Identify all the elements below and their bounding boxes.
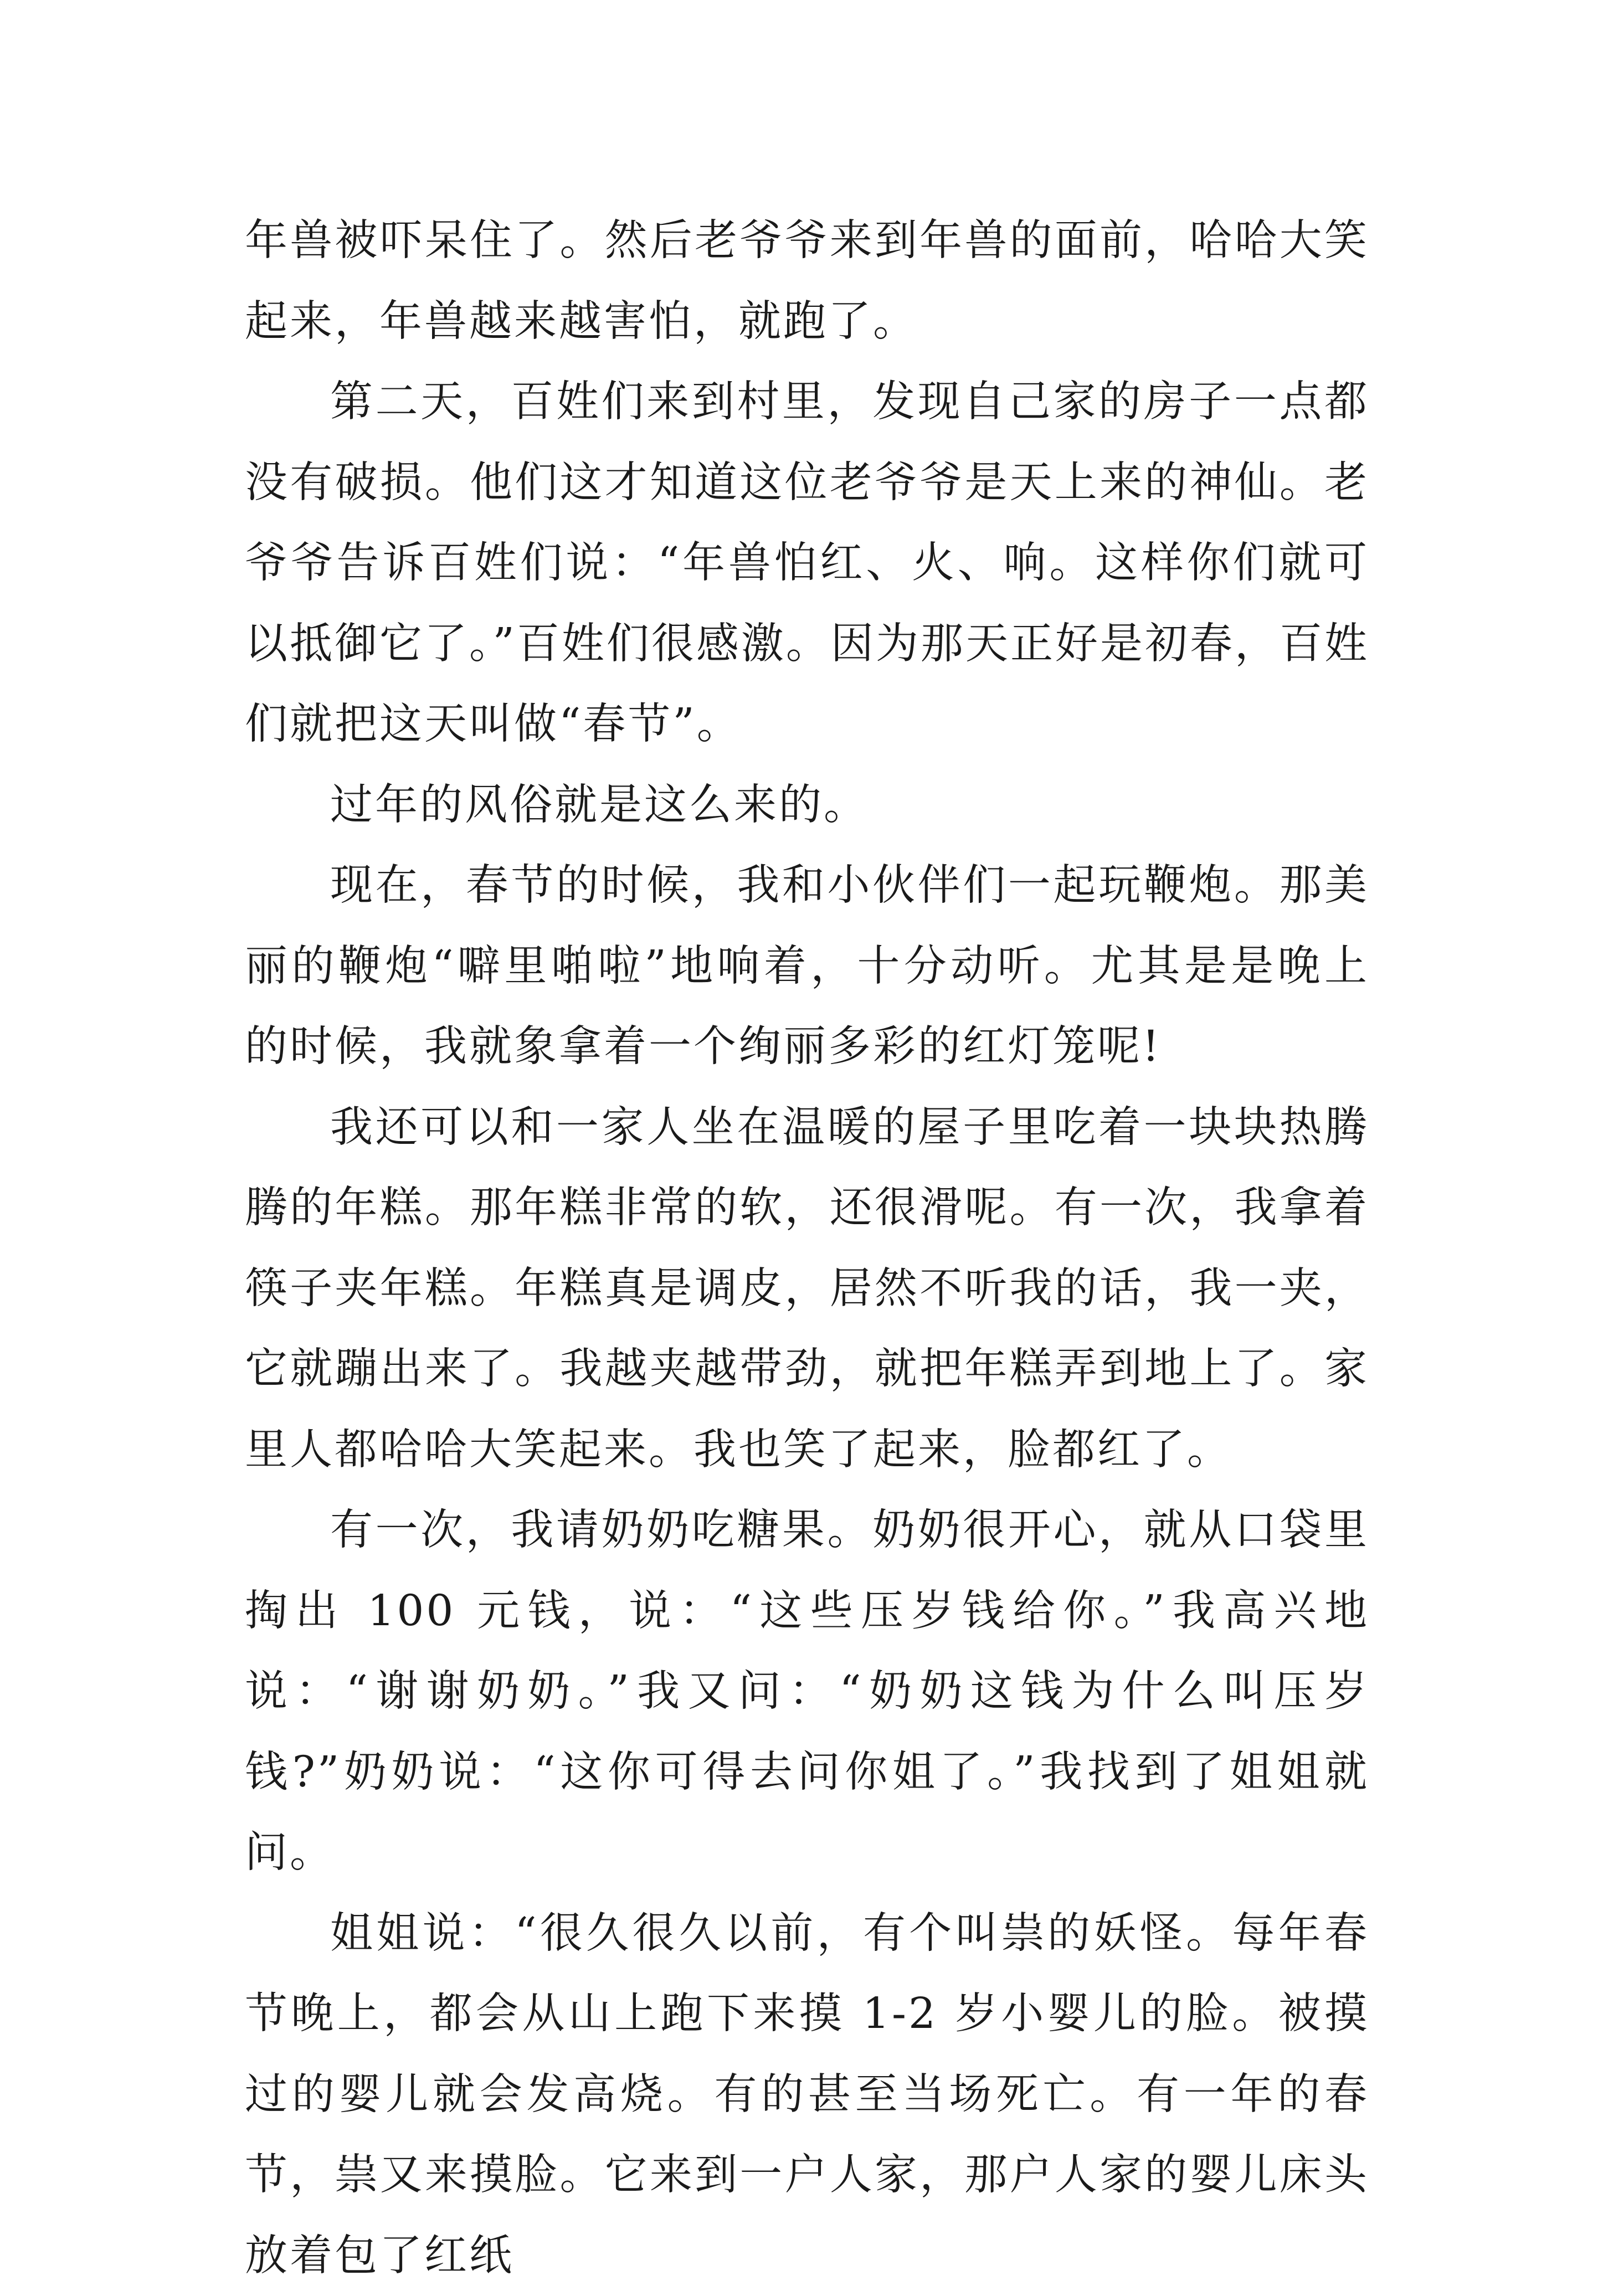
paragraph-7: 姐姐说：“很久很久以前，有个叫祟的妖怪。每年春节晚上，都会从山上跑下来摸 1-2 岁小婴儿的脸。被摸过的婴儿就会发高烧。有的甚至当场死亡。有一年的春节，祟又来摸脸。它来到一户人家，那户人家的婴儿床头放着包了红纸 <box>245 1893 1369 2296</box>
paragraph-2: 第二天，百姓们来到村里，发现自己家的房子一点都没有破损。他们这才知道这位老爷爷是天上来的神仙。老爷爷告诉百姓们说：“年兽怕红、火、响。这样你们就可以抵御它了。”百姓们很感激。因为那天正好是初春，百姓们就把这天叫做“春节”。 <box>245 362 1369 765</box>
paragraph-5: 我还可以和一家人坐在温暖的屋子里吃着一块块热腾腾的年糕。那年糕非常的软，还很滑呢。有一次，我拿着筷子夹年糕。年糕真是调皮，居然不听我的话，我一夹，它就蹦出来了。我越夹越带劲，就把年糕弄到地上了。家里人都哈哈大笑起来。我也笑了起来，脸都红了。 <box>245 1087 1369 1491</box>
body-text <box>245 201 1369 2296</box>
paragraph-6: 有一次，我请奶奶吃糖果。奶奶很开心，就从口袋里掏出 100 元钱，说：“这些压岁钱给你。”我高兴地说：“谢谢奶奶。”我又问：“奶奶这钱为什么叫压岁钱?”奶奶说：“这你可得去问你姐了。”我找到了姐姐就问。 <box>245 1490 1369 1893</box>
paragraph-1: 年兽被吓呆住了。然后老爷爷来到年兽的面前，哈哈大笑起来，年兽越来越害怕，就跑了。 <box>245 201 1369 362</box>
paragraph-3: 过年的风俗就是这么来的。 <box>245 765 1369 846</box>
paragraph-4: 现在，春节的时候，我和小伙伴们一起玩鞭炮。那美丽的鞭炮“噼里啪啦”地响着，十分动听。尤其是是晚上的时候，我就象拿着一个绚丽多彩的红灯笼呢! <box>245 845 1369 1087</box>
